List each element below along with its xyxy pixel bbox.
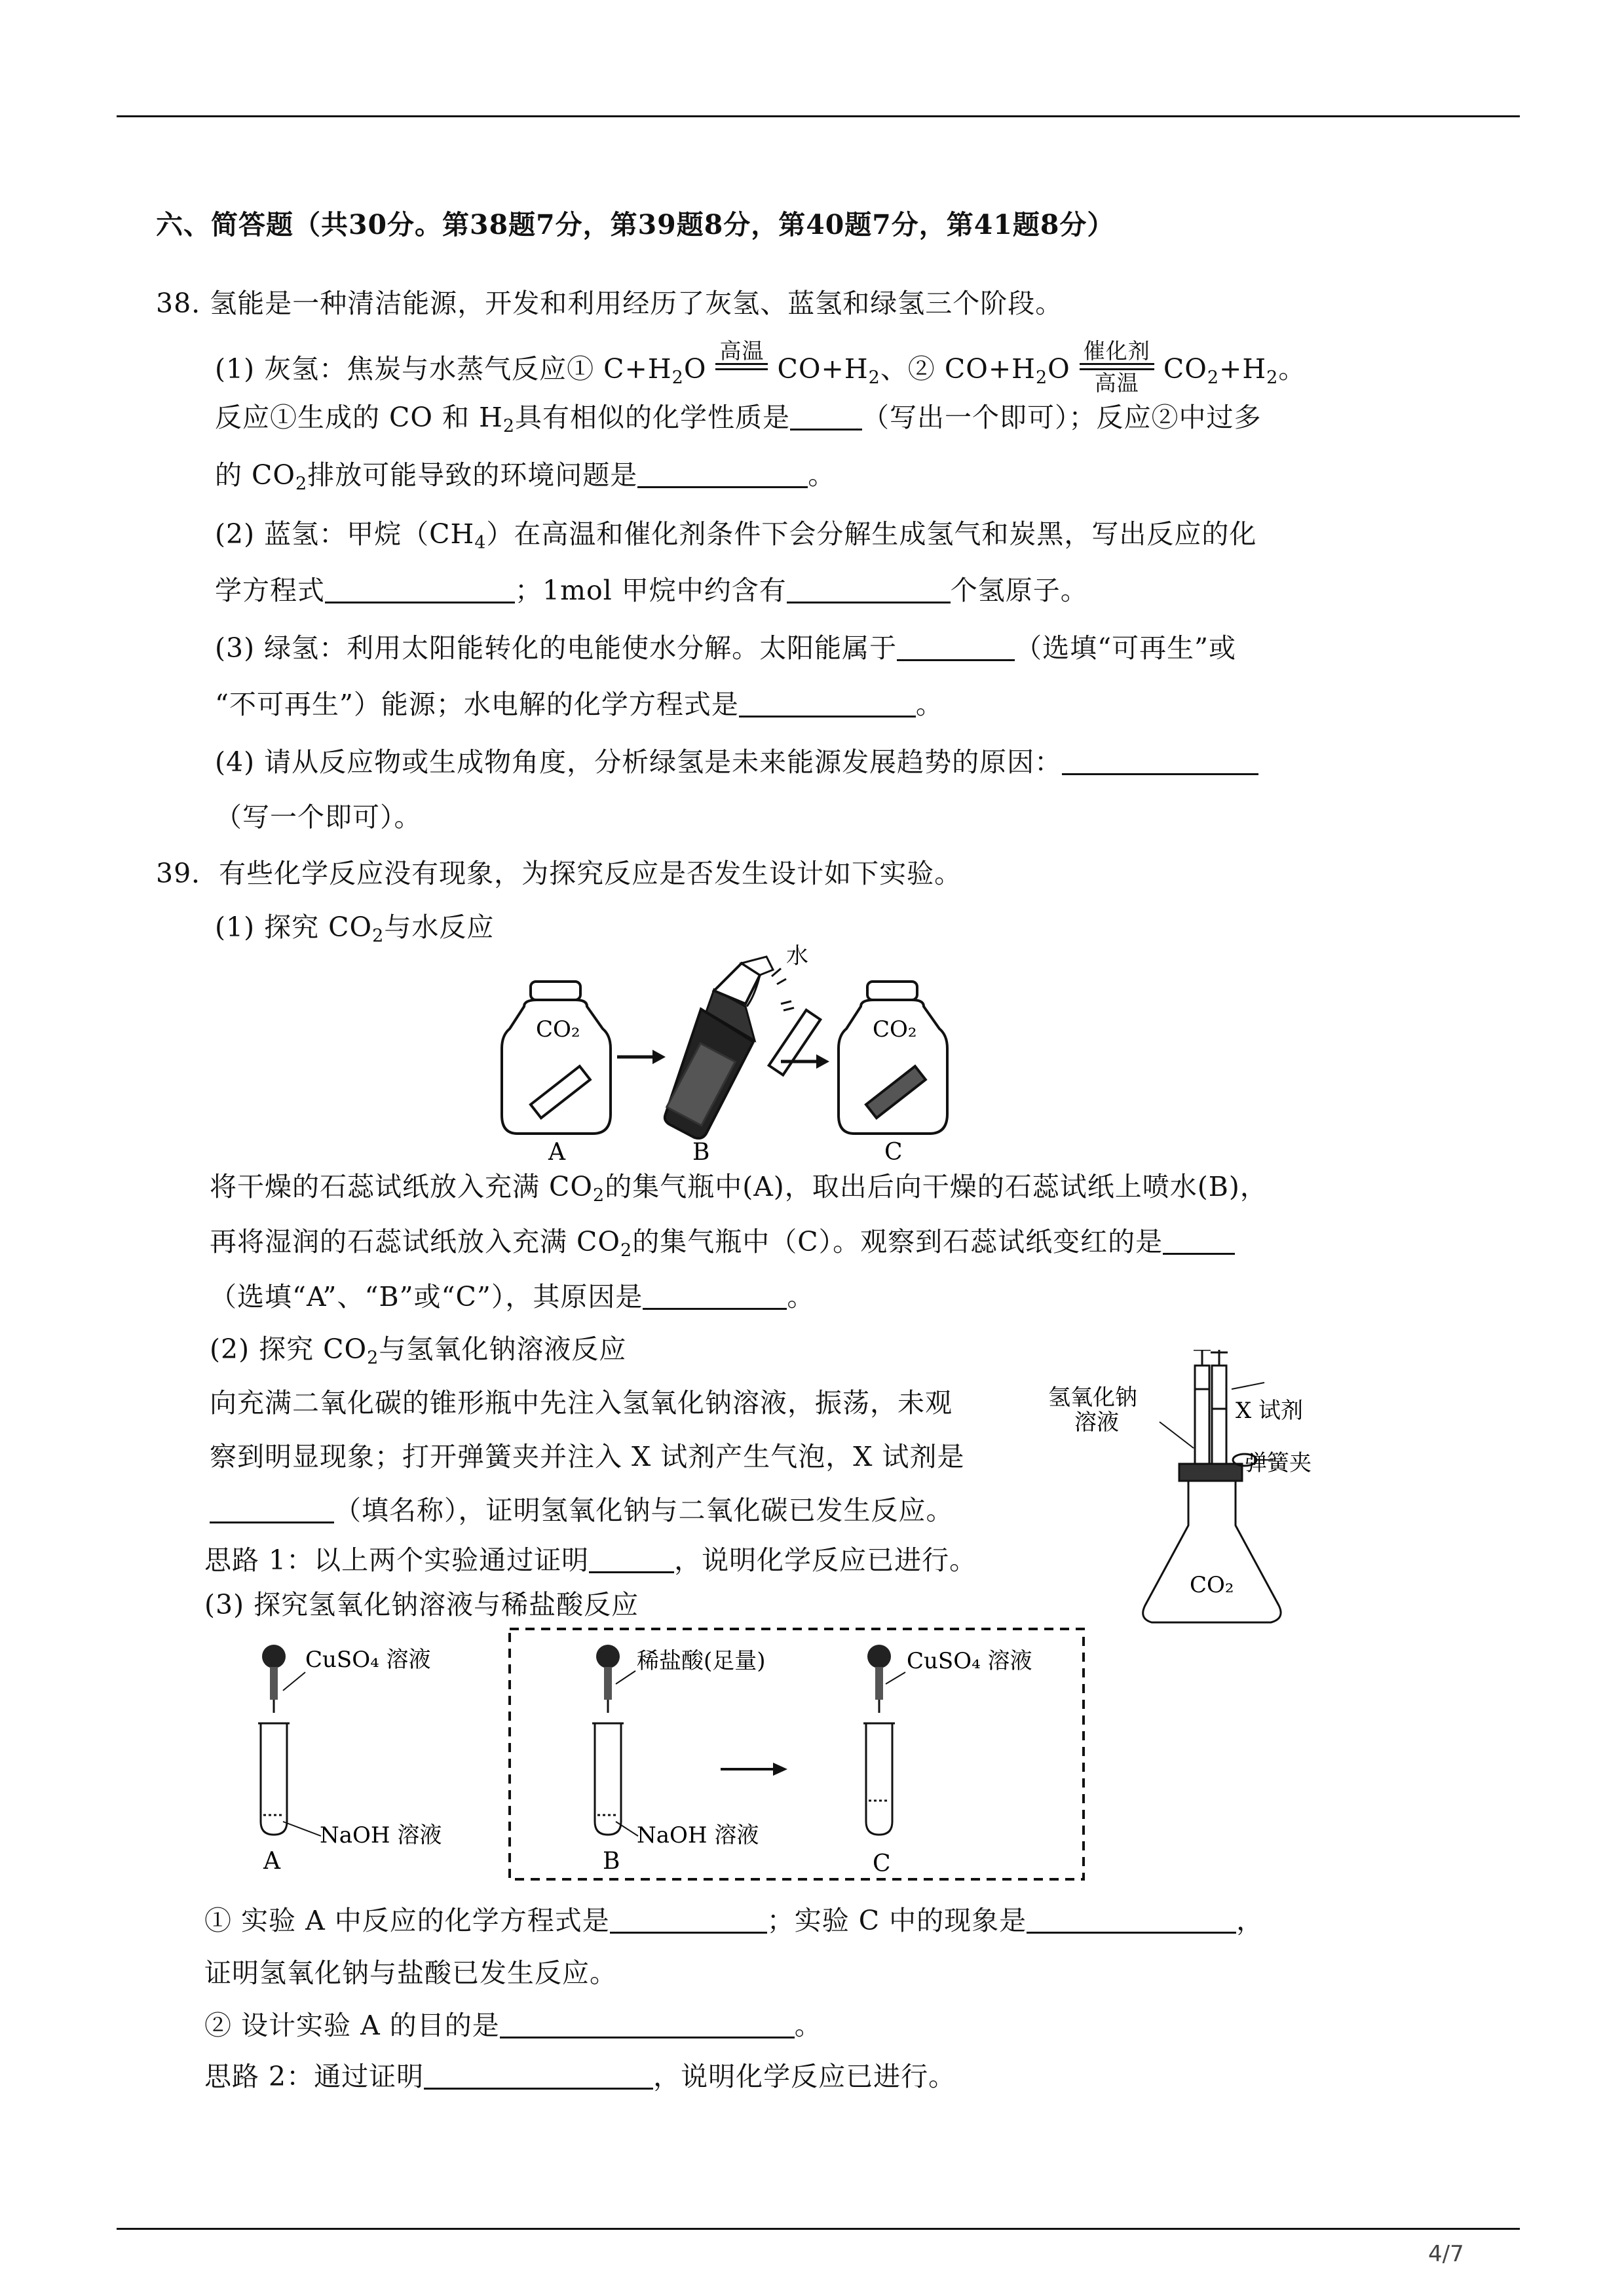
q39-part3-q1-line2: 证明氢氧化钠与盐酸已发生反应。 [204, 1957, 617, 1989]
q39-idea2: 思路 2：通过证明 ，说明化学反应已进行。 [204, 2061, 956, 2092]
bottom-rule [117, 2228, 1520, 2230]
syringe-left [1195, 1366, 1209, 1464]
test-tube-a [258, 1723, 290, 1835]
q38-part4-line2: （写一个即可）。 [215, 801, 422, 833]
answer-blank[interactable] [787, 577, 951, 603]
q38-part1-line1: (1) 灰氢：焦炭与水蒸气反应① $C+H_2O$ 高温 $CO+H_2$、② $CO+H_2O$ 催化剂 高温 $CO_2+H_2$。 [215, 338, 1306, 396]
reaction-condition-2: 催化剂 高温 [1080, 339, 1154, 395]
page-number: 4/7 [1428, 2241, 1464, 2267]
cuso4-label-c: CuSO₄ 溶液 [907, 1648, 1032, 1674]
naoh-solution-label: 氢氧化钠 [1048, 1385, 1137, 1411]
answer-blank[interactable] [589, 1546, 674, 1573]
dropper-c [867, 1645, 891, 1713]
tube-a-label: A [263, 1848, 280, 1875]
top-rule [117, 115, 1520, 117]
spring-clamp-label: 弹簧夹 [1245, 1450, 1312, 1476]
arrow-icon [617, 1050, 666, 1064]
answer-blank[interactable] [1163, 1228, 1235, 1255]
q39-intro: 39．有些化学反应没有现象，为探究反应是否发生设计如下实验。 [156, 858, 962, 889]
q39-part3-q2: ② 设计实验 A 的目的是 。 [204, 2010, 822, 2041]
answer-blank[interactable] [500, 2012, 795, 2038]
q38-part2-line2: 学方程式 ；1mol 甲烷中约含有 个氢原子。 [215, 575, 1088, 606]
q38-part1-line2: 反应①生成的 CO 和 $H_2$具有相似的化学性质是 （写出一个即可）；反应②中过多 [215, 402, 1262, 436]
cuso4-label-a: CuSO₄ 溶液 [305, 1647, 431, 1673]
answer-blank[interactable] [637, 461, 808, 488]
syringe-right [1212, 1366, 1226, 1464]
answer-blank[interactable] [1062, 748, 1258, 775]
litmus-paper-c [866, 1066, 926, 1118]
q39-part2-text1: 向充满二氧化碳的锥形瓶中先注入氢氧化钠溶液，振荡，未观 [210, 1387, 953, 1419]
figure-co2-water [498, 944, 970, 1166]
flask-gas-label: CO₂ [1190, 1572, 1234, 1598]
answer-blank[interactable] [790, 404, 862, 430]
conical-flask [1143, 1481, 1281, 1622]
q39-part2-text2: 察到明显现象；打开弹簧夹并注入 X 试剂产生气泡，X 试剂是 [210, 1441, 965, 1472]
spray-bottle [665, 957, 773, 1138]
arrow-icon [721, 1763, 787, 1776]
q39-part1-text2: 再将湿润的石蕊试纸放入充满 $CO_2$的集气瓶中（C）。观察到石蕊试纸变红的是 [210, 1225, 1235, 1258]
tube-b-label: B [603, 1848, 620, 1875]
q39-part2-text3: （填名称），证明氢氧化钠与二氧化碳已发生反应。 [210, 1494, 954, 1527]
naoh-label-b: NaOH 溶液 [637, 1822, 759, 1848]
stopper [1179, 1464, 1242, 1481]
jar-a-gas-label: CO₂ [536, 1016, 580, 1043]
answer-blank[interactable] [643, 1283, 787, 1310]
q39-part1-text3: （选填“A”、“B”或“C”），其原因是 。 [210, 1281, 815, 1312]
answer-blank[interactable] [424, 2063, 653, 2090]
q38-part3-line2: “不可再生”）能源；水电解的化学方程式是 。 [215, 689, 943, 720]
litmus-paper-b [769, 1010, 821, 1075]
jar-c-gas-label: CO₂ [873, 1016, 917, 1043]
q38-part1-line3: 的 $CO_2$排放可能导致的环境问题是 。 [215, 459, 836, 494]
jar-a [502, 982, 611, 1134]
figure-flask-syringe [1048, 1350, 1330, 1638]
answer-blank[interactable] [739, 691, 916, 718]
jar-c [839, 982, 947, 1134]
naoh-label-a: NaOH 溶液 [320, 1822, 442, 1848]
reaction-condition-1: 高温 [715, 339, 768, 395]
jar-c-label: C [884, 1139, 903, 1166]
q38-part4-line1: (4) 请从反应物或生成物角度，分析绿氢是未来能源发展趋势的原因： [215, 746, 1258, 778]
q39-part1-text1: 将干燥的石蕊试纸放入充满 $CO_2$的集气瓶中(A)，取出后向干燥的石蕊试纸上喷水(B)， [210, 1171, 1268, 1206]
q39-idea1: 思路 1：以上两个实验通过证明 ，说明化学反应已进行。 [204, 1544, 977, 1576]
answer-blank[interactable] [1027, 1907, 1236, 1934]
dropper-a [262, 1645, 286, 1713]
q39-part2-title: (2) 探究 $CO_2$与氢氧化钠溶液反应 [210, 1333, 627, 1368]
jar-a-label: A [548, 1139, 565, 1166]
tube-c-label: C [873, 1850, 891, 1877]
q38-intro: 38. 氢能是一种清洁能源，开发和利用经历了灰氢、蓝氢和绿氢三个阶段。 [156, 288, 1063, 319]
dropper-b [596, 1645, 620, 1713]
spray-lines [772, 968, 794, 1010]
q38-part2-line1: (2) 蓝氢：甲烷$(CH_4)$在高温和催化剂条件下会分解生成氢气和炭黑，写出反应的化 [215, 518, 1257, 553]
hcl-label: 稀盐酸(足量) [637, 1648, 766, 1674]
q39-part1-title: (1) 探究 $CO_2$与水反应 [215, 911, 495, 946]
answer-blank[interactable] [610, 1907, 767, 1934]
water-label: 水 [786, 944, 808, 969]
answer-blank[interactable] [325, 577, 515, 603]
answer-blank[interactable] [210, 1497, 334, 1523]
naoh-solution-label-2: 溶液 [1074, 1409, 1119, 1436]
section-header: 六、简答题（共30分。第38题7分，第39题8分，第40题7分，第41题8分） [156, 209, 1115, 240]
x-reagent-label: X 试剂 [1236, 1398, 1304, 1424]
q39-part3-q1: ① 实验 A 中反应的化学方程式是 ；实验 C 中的现象是 ， [204, 1905, 1264, 1936]
q38-part3-line1: (3) 绿氢：利用太阳能转化的电能使水分解。太阳能属于 （选填“可再生”或 [215, 632, 1237, 664]
test-tube-c [863, 1723, 895, 1835]
q39-part3-title: (3) 探究氢氧化钠溶液与稀盐酸反应 [204, 1589, 639, 1620]
test-tube-b [592, 1723, 624, 1835]
answer-blank[interactable] [897, 634, 1015, 661]
sprayer-label: B [692, 1139, 710, 1166]
figure-test-tubes [249, 1625, 1101, 1887]
